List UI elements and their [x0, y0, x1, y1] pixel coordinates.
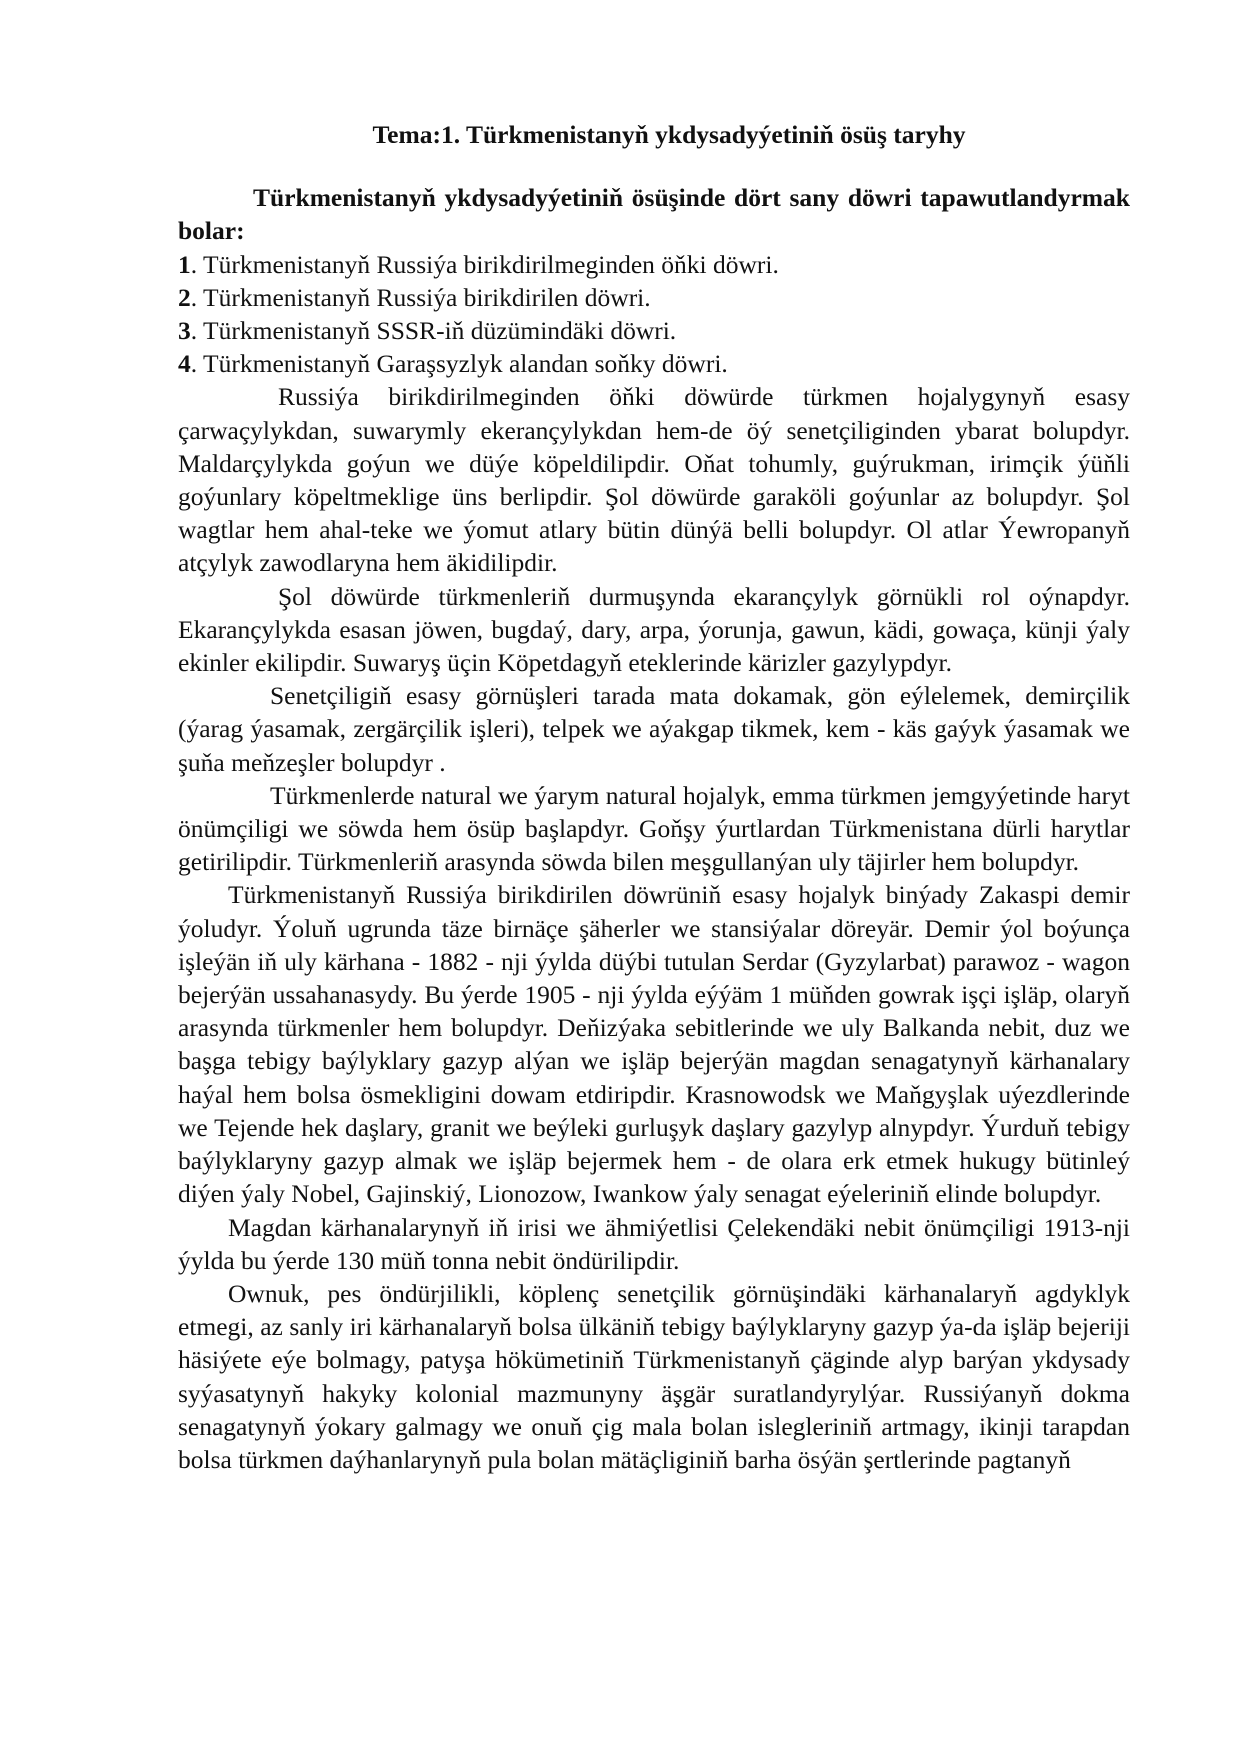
list-number: 4: [178, 349, 191, 379]
document-title: Tema:1. Türkmenistanyň ykdysadyýetiniň ösüş taryhy: [372, 120, 966, 149]
list-number: 2: [178, 282, 191, 312]
body-paragraph: Ownuk, pes öndürjilikli, köplenç senetçilik görnüşindäki kärhanalaryň agdyklyk etmegi, az sanly iri kärhanalaryň bolsa ülkäniň tebigy baýlyklaryny gazyp ýa-da işläp bejeriji häsiýete eýe bolmagy, patyşa hökümetiniň Türkmenistanyň çäginde alyp barýan ykdysady syýasatynyň hakyky kolonial mazmunyny äşgär suratlandyrylýar. Russiýanyň dokma senagatynyň ýokary galmagy we onuň çig mala bolan islegleriniň artmagy, ikinji tarapdan bolsa türkmen daýhanlarynyň pula bolan mätäçliginiň barha ösýän şertlerinde pagtanyň: [178, 1278, 1130, 1474]
body-paragraph: Şol döwürde türkmenleriň durmuşynda ekarançylyk görnükli rol oýnapdyr. Ekarançylykda esasan jöwen, bugdaý, dary, arpa, ýorunja, gawun, kädi, gowaça, künji ýaly ekinler ekilipdir. Suwaryş üçin Köpetdagyň eteklerinde kärizler gazylypdyr.: [178, 581, 1130, 678]
list-item: [178, 347, 1130, 380]
list-text: . Türkmenistanyň Russiýa birikdirilmeginden öňki döwri.: [190, 249, 779, 279]
body-paragraph: Türkmenistanyň Russiýa birikdirilen döwrüniň esasy hojalyk binýady Zakaspi demir ýoludyr. Ýoluň ugrunda täze birnäçe şäherler we stansiýalar döreyär. Demir ýol boýunça işleýän iň uly kärhana - 1882 - nji ýylda düýbi tutulan Serdar (Gyzylarbat) parawoz - wagon bejerýän ussahanasydy. Bu ýerde 1905 - nji ýylda eýýäm 1 müňden gowrak işçi işläp, olaryň arasynda türkmenler hem bolupdyr. Deňizýaka sebitlerinde we uly Balkanda nebit, duz we başga tebigy baýlyklary gazyp alýan we işläp bejerýän magdan senagatynyň kärhanalary haýal hem bolsa ösmekligini dowam etdiripdir. Krasnowodsk we Maňgyşlak uýezdlerinde we Tejende hek daşlary, granit we beýleki gurluşyk daşlary gazylyp alnypdyr. Ýurduň tebigy baýlyklaryny gazyp almak we işläp bejermek hem - de olara erk etmek hukugy bütinleý diýen ýaly Nobel, Gajinskiý, Lionozow, Iwankow ýaly senagat eýeleriniň elinde bolupdyr.: [178, 880, 1130, 1209]
list-item: [178, 248, 1130, 281]
document-page: [178, 118, 1130, 1476]
list-number: 3: [178, 316, 191, 346]
period-list: [178, 248, 1130, 381]
list-text: . Türkmenistanyň Russiýa birikdirilen döwri.: [190, 282, 651, 312]
body-paragraph: Russiýa birikdirilmeginden öňki döwürde türkmen hojalygynyň esasy çarwaçylykdan, suwarymly ekerançylykdan hem-de öý senetçiliginden ybarat bolupdyr. Maldarçylykda goýun we düýe köpeldilipdir. Oňat tohumly, guýrukman, irimçik ýüňli goýunlary köpeltmeklige üns berlipdir. Şol döwürde garaköli goýunlar az bolupdyr. Şol wagtlar hem ahal-teke we ýomut atlary bütin dünýä belli bolupdyr. Ol atlar Ýewropanyň atçylyk zawodlaryna hem äkidilipdir.: [178, 382, 1130, 578]
list-number: 1: [178, 249, 191, 279]
body-paragraph: Senetçiligiň esasy görnüşleri tarada mata dokamak, gön eýlelemek, demirçilik (ýarag ýasamak, zergärçilik işleri), telpek we aýakgap tikmek, kem - käs gaýyk ýasamak we şuňa meňzeşler bolupdyr .: [178, 681, 1130, 777]
list-item: [178, 281, 1130, 314]
body-paragraph: Magdan kärhanalarynyň iň irisi we ähmiýetlisi Çelekendäki nebit önümçiligi 1913-nji ýylda bu ýerde 130 müň tonna nebit öndürilipdir.: [178, 1212, 1130, 1275]
body-paragraph: Türkmenlerde natural we ýarym natural hojalyk, emma türkmen jemgyýetinde haryt önümçiligi we söwda hem ösüp başlapdyr. Goňşy ýurtlardan Türkmenistana dürli harytlar getirilipdir. Türkmenleriň arasynda söwda bilen meşgullanýan uly täjirler hem bolupdyr.: [178, 780, 1130, 877]
intro-paragraph: Türkmenistanyň ykdysadyýetiniň ösüşinde dört sany döwri tapawutlandyrmak bolar:: [178, 183, 1130, 246]
list-item: [178, 314, 1130, 347]
list-text: . Türkmenistanyň Garaşsyzlyk alandan soňky döwri.: [190, 349, 728, 379]
list-text: . Türkmenistanyň SSSR-iň düzümindäki döwri.: [190, 316, 677, 346]
